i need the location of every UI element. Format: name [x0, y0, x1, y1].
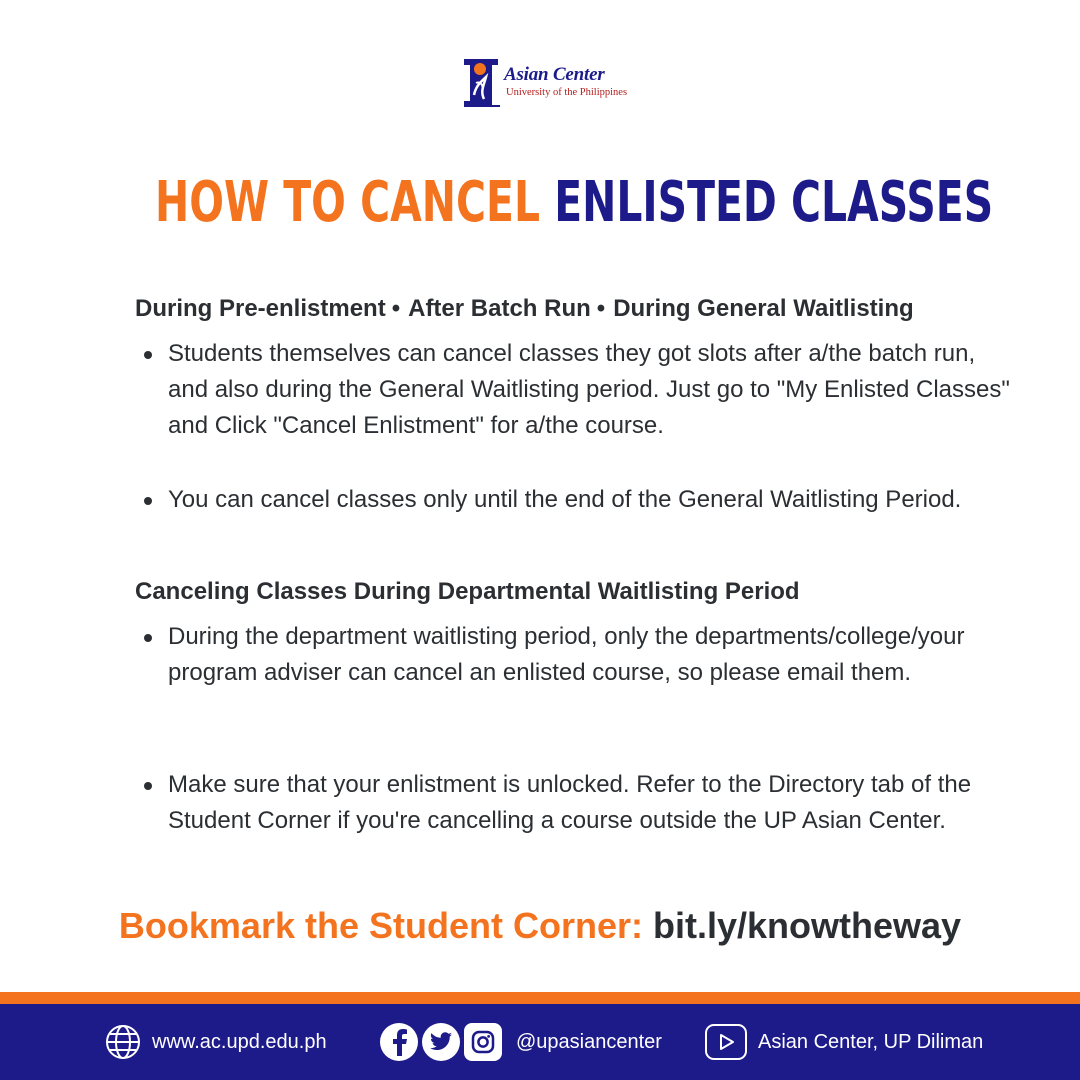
page-title-part2: ENLISTED CLASSES: [554, 170, 994, 235]
list-item-text: During the department waitlisting period, only the departments/college/your program adviser can cancel an enlisted course, so please email them.: [168, 623, 965, 686]
bookmark-line: [0, 905, 1080, 947]
social-links: [380, 1004, 662, 1080]
list-item-text: Make sure that your enlistment is unlocked. Refer to the Directory tab of the Student Corner if you're cancelling a course outside the UP Asian Center.: [168, 771, 972, 834]
footer: [0, 1004, 1080, 1080]
footer-stripe: [0, 992, 1080, 1004]
youtube-icon: [704, 1023, 748, 1061]
list-item: [140, 619, 1020, 691]
page-title-part1: HOW TO CANCEL: [155, 170, 540, 235]
facebook-icon[interactable]: [380, 1023, 418, 1061]
youtube-channel-text: Asian Center, UP Diliman: [758, 1030, 984, 1053]
logo-subtitle: University of the Philippines: [506, 87, 628, 98]
section1-title: [135, 295, 914, 323]
list-item: [140, 336, 1020, 444]
bookmark-link[interactable]: bit.ly/knowtheway: [653, 905, 962, 946]
bookmark-label: Bookmark the Student Corner:: [118, 905, 643, 946]
website-link[interactable]: [104, 1004, 327, 1080]
asian-center-logo: [462, 55, 632, 109]
separator-dot: •: [596, 295, 606, 322]
separator-dot: •: [391, 295, 401, 322]
list-item-text: Students themselves can cancel classes they got slots after a/the batch run, and also during the General Waitlisting period. Just go to "My Enlisted Classes" and Click "Cancel Enlistment" for a/the course.: [168, 340, 1010, 439]
website-text: www.ac.upd.edu.ph: [152, 1030, 327, 1053]
list-item: [140, 482, 1020, 518]
social-handle: @upasiancenter: [516, 1030, 662, 1053]
youtube-link[interactable]: [704, 1004, 983, 1080]
list-item: [140, 767, 1020, 839]
section2-title: Canceling Classes During Departmental Waitlisting Period: [135, 578, 800, 605]
twitter-icon[interactable]: [422, 1023, 460, 1061]
bullet-icon: [144, 351, 152, 359]
section1-title-part: After Batch Run: [408, 295, 591, 322]
list-item-text: You can cancel classes only until the end of the General Waitlisting Period.: [168, 486, 962, 513]
bullet-icon: [144, 497, 152, 505]
logo-title: Asian Center: [504, 64, 605, 85]
section1-title-part: During Pre-enlistment: [135, 295, 386, 322]
page-title: [0, 166, 1080, 240]
globe-icon: [104, 1023, 142, 1061]
bullet-icon: [144, 782, 152, 790]
logo-mark-icon: [462, 55, 504, 109]
section1-title-part: During General Waitlisting: [613, 295, 914, 322]
instagram-icon[interactable]: [464, 1023, 502, 1061]
bullet-icon: [144, 634, 152, 642]
